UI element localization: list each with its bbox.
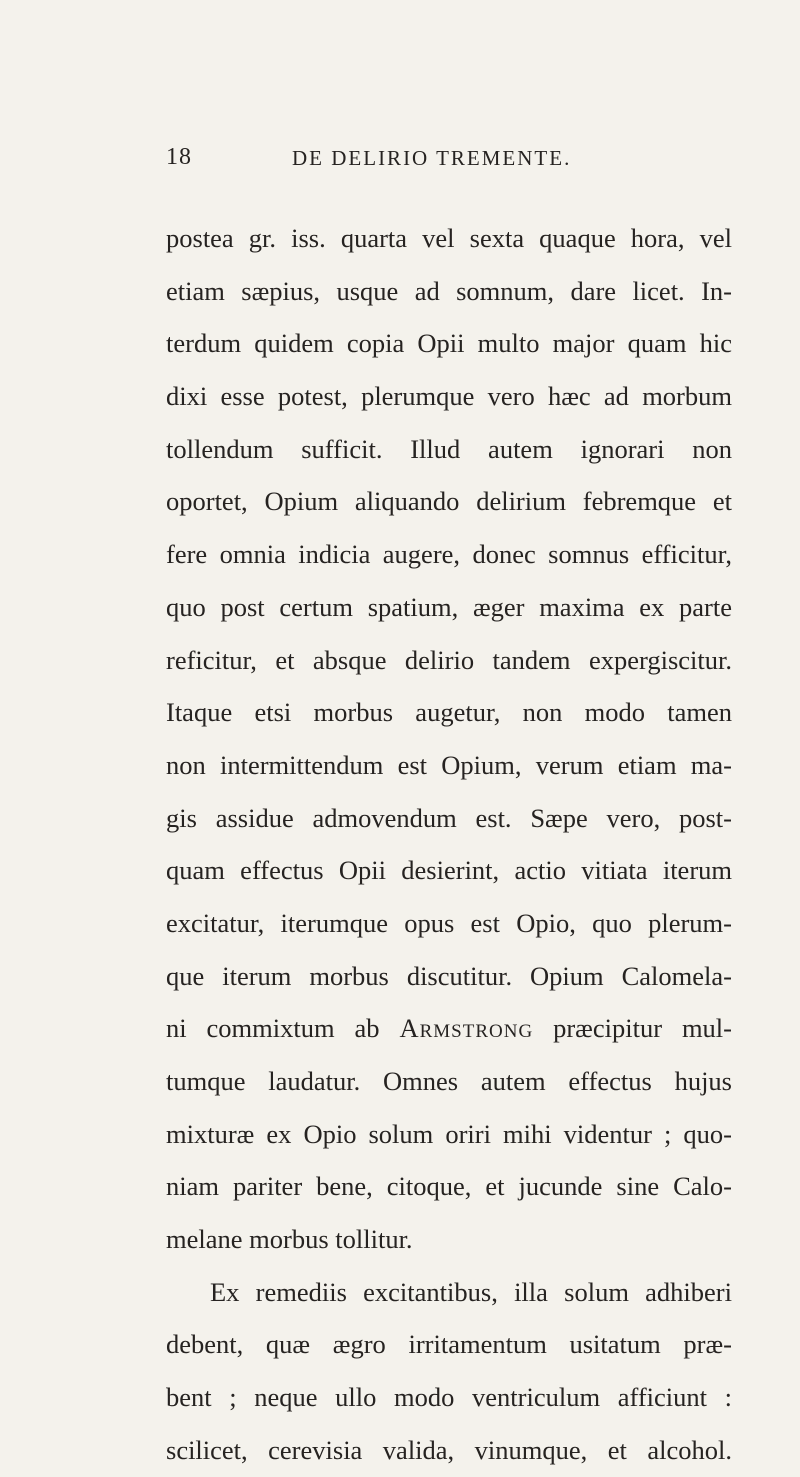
- text-line: mixturæ ex Opio solum oriri mihi videntur ; quo-: [166, 1118, 732, 1149]
- text-line: non intermittendum est Opium, verum etiam ma-: [166, 749, 732, 780]
- text-line: Itaque etsi morbus augetur, non modo tamen: [166, 697, 732, 728]
- text-line: terdum quidem copia Opii multo major quam hic: [166, 328, 732, 359]
- text-line: fere omnia indicia augere, donec somnus efficitur,: [166, 539, 732, 570]
- text-line: ni commixtum ab Armstrong præcipitur mul-: [166, 1013, 732, 1044]
- text-line: gis assidue admovendum est. Sæpe vero, post-: [166, 802, 732, 833]
- text-line: tollendum sufficit. Illud autem ignorari non: [166, 433, 732, 464]
- text-line: quam effectus Opii desierint, actio vitiata iterum: [166, 855, 732, 886]
- running-head: [166, 144, 706, 180]
- body-text: [166, 212, 732, 1477]
- page-number: 18: [166, 144, 192, 170]
- text-line: reficitur, et absque delirio tandem expergiscitur.: [166, 644, 732, 675]
- text-line: etiam sæpius, usque ad somnum, dare licet. In-: [166, 275, 732, 306]
- text-line: quo post certum spatium, æger maxima ex parte: [166, 591, 732, 622]
- text-line: scilicet, cerevisia valida, vinumque, et alcohol.: [166, 1434, 732, 1465]
- text-line: debent, quæ ægro irritamentum usitatum præ-: [166, 1329, 732, 1360]
- text-line: excitatur, iterumque opus est Opio, quo plerum-: [166, 907, 732, 938]
- text-line: melane morbus tollitur.: [166, 1224, 413, 1255]
- running-title: DE DELIRIO TREMENTE.: [292, 146, 572, 170]
- text-line: oportet, Opium aliquando delirium febremque et: [166, 486, 732, 517]
- text-line: Ex remediis excitantibus, illa solum adhiberi: [210, 1276, 732, 1307]
- text-line: postea gr. iss. quarta vel sexta quaque hora, vel: [166, 223, 732, 253]
- text-line: bent ; neque ullo modo ventriculum afficiunt :: [166, 1382, 732, 1413]
- text-line: que iterum morbus discutitur. Opium Calomela-: [166, 960, 732, 991]
- text-line: tumque laudatur. Omnes autem effectus hujus: [166, 1066, 732, 1096]
- text-line: dixi esse potest, plerumque vero hæc ad morbum: [166, 381, 732, 412]
- text-line: niam pariter bene, citoque, et jucunde sine Calo-: [166, 1171, 732, 1202]
